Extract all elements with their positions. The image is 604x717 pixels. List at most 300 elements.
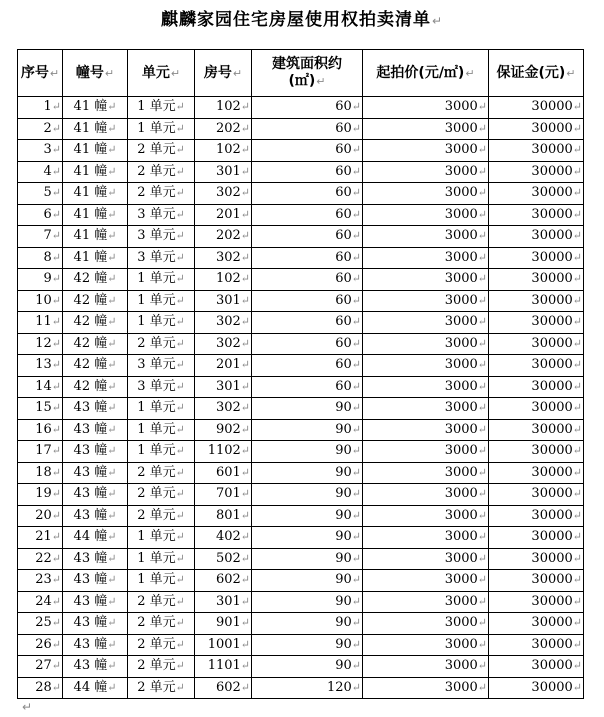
- paragraph-mark-icon: ↵: [240, 186, 250, 200]
- cell-index: 17↵: [18, 441, 63, 463]
- cell-price: 3000↵: [363, 204, 489, 226]
- cell-price: 3000↵: [363, 97, 489, 119]
- paragraph-mark-icon: ↵: [51, 358, 61, 372]
- paragraph-mark-icon: ↵: [351, 401, 361, 415]
- cell-deposit: 30000↵: [489, 398, 584, 420]
- cell-area: 90↵: [252, 398, 363, 420]
- table-row: [18, 398, 584, 420]
- paragraph-mark-icon: ↵: [351, 358, 361, 372]
- paragraph-mark-icon: ↵: [107, 422, 117, 436]
- header-cell-price: 起拍价(元/㎡)↵: [363, 50, 489, 97]
- paragraph-mark-icon: ↵: [351, 121, 361, 135]
- table-row: [18, 333, 584, 355]
- cell-room: 1102↵: [195, 441, 252, 463]
- table-row: [18, 161, 584, 183]
- paragraph-mark-icon: ↵: [572, 594, 582, 608]
- paragraph-mark-icon: ↵: [240, 250, 250, 264]
- paragraph-mark-icon: ↵: [107, 551, 117, 565]
- header-cell-unit: 单元↵: [128, 50, 195, 97]
- cell-area: 60↵: [252, 333, 363, 355]
- paragraph-mark-icon: ↵: [477, 551, 487, 565]
- paragraph-mark-icon: ↵: [107, 100, 117, 114]
- header-cell-area: 建筑面积约(㎡)↵: [252, 50, 363, 97]
- cell-index: 20↵: [18, 505, 63, 527]
- cell-area: 60↵: [252, 183, 363, 205]
- cell-building: 41 幢↵: [63, 204, 128, 226]
- cell-building: 43 幢↵: [63, 505, 128, 527]
- paragraph-mark-icon: ↵: [351, 616, 361, 630]
- cell-building: 41 幢↵: [63, 161, 128, 183]
- cell-room: 102↵: [195, 97, 252, 119]
- cell-index: 6↵: [18, 204, 63, 226]
- paragraph-mark-icon: ↵: [175, 229, 185, 243]
- paragraph-mark-icon: ↵: [572, 659, 582, 673]
- paragraph-mark-icon: ↵: [107, 207, 117, 221]
- paragraph-mark-icon: ↵: [107, 272, 117, 286]
- cell-index: 28↵: [18, 677, 63, 699]
- cell-area: 90↵: [252, 484, 363, 506]
- cell-unit: 2 单元↵: [128, 462, 195, 484]
- paragraph-mark-icon: ↵: [175, 358, 185, 372]
- paragraph-mark-icon: ↵: [572, 164, 582, 178]
- cell-unit: 2 单元↵: [128, 677, 195, 699]
- paragraph-mark-icon: ↵: [351, 487, 361, 501]
- paragraph-mark-icon: ↵: [51, 229, 61, 243]
- paragraph-mark-icon: ↵: [351, 530, 361, 544]
- paragraph-mark-icon: ↵: [51, 121, 61, 135]
- paragraph-mark-icon: ↵: [107, 250, 117, 264]
- paragraph-mark-icon: ↵: [51, 465, 61, 479]
- cell-deposit: 30000↵: [489, 527, 584, 549]
- cell-unit: 1 单元↵: [128, 527, 195, 549]
- table-row: [18, 97, 584, 119]
- cell-deposit: 30000↵: [489, 591, 584, 613]
- cell-unit: 2 单元↵: [128, 505, 195, 527]
- cell-building: 41 幢↵: [63, 226, 128, 248]
- paragraph-mark-icon: ↵: [572, 143, 582, 157]
- paragraph-mark-icon: ↵: [107, 186, 117, 200]
- paragraph-mark-icon: ↵: [240, 659, 250, 673]
- paragraph-mark-icon: ↵: [351, 637, 361, 651]
- cell-deposit: 30000↵: [489, 570, 584, 592]
- paragraph-mark-icon: ↵: [477, 143, 487, 157]
- paragraph-mark-icon: ↵: [240, 272, 250, 286]
- paragraph-mark-icon: ↵: [51, 401, 61, 415]
- cell-index: 27↵: [18, 656, 63, 678]
- paragraph-mark-icon: ↵: [107, 229, 117, 243]
- paragraph-mark-icon: ↵: [175, 444, 185, 458]
- paragraph-mark-icon: ↵: [51, 573, 61, 587]
- cell-room: 301↵: [195, 290, 252, 312]
- paragraph-mark-icon: ↵: [240, 465, 250, 479]
- paragraph-mark-icon: ↵: [51, 422, 61, 436]
- cell-room: 302↵: [195, 312, 252, 334]
- paragraph-mark-icon: ↵: [107, 121, 117, 135]
- paragraph-mark-icon: ↵: [572, 358, 582, 372]
- cell-area: 60↵: [252, 247, 363, 269]
- paragraph-mark-icon: ↵: [351, 143, 361, 157]
- paragraph-mark-icon: ↵: [175, 401, 185, 415]
- cell-index: 14↵: [18, 376, 63, 398]
- paragraph-mark-icon: ↵: [175, 594, 185, 608]
- header-cell-building: 幢号↵: [63, 50, 128, 97]
- paragraph-mark-icon: ↵: [240, 121, 250, 135]
- paragraph-mark-icon: ↵: [175, 680, 185, 694]
- table-row: [18, 570, 584, 592]
- title-text: 麒麟家园住宅房屋使用权拍卖清单: [160, 10, 431, 30]
- cell-room: 202↵: [195, 226, 252, 248]
- paragraph-mark-icon: ↵: [175, 315, 185, 329]
- cell-building: 42 幢↵: [63, 269, 128, 291]
- cell-index: 21↵: [18, 527, 63, 549]
- paragraph-mark-icon: ↵: [477, 164, 487, 178]
- table-row: [18, 118, 584, 140]
- cell-area: 60↵: [252, 161, 363, 183]
- paragraph-mark-icon: ↵: [51, 659, 61, 673]
- auction-list-table: [17, 49, 584, 699]
- table-row: [18, 677, 584, 699]
- paragraph-mark-icon: ↵: [107, 573, 117, 587]
- paragraph-mark-icon: ↵: [572, 100, 582, 114]
- cell-deposit: 30000↵: [489, 118, 584, 140]
- paragraph-mark-icon: ↵: [477, 487, 487, 501]
- paragraph-mark-icon: ↵: [572, 444, 582, 458]
- cell-price: 3000↵: [363, 613, 489, 635]
- paragraph-mark-icon: ↵: [51, 207, 61, 221]
- cell-price: 3000↵: [363, 484, 489, 506]
- paragraph-mark-icon: ↵: [572, 680, 582, 694]
- paragraph-mark-icon: ↵: [240, 207, 250, 221]
- table-row: [18, 591, 584, 613]
- paragraph-mark-icon: ↵: [477, 422, 487, 436]
- paragraph-mark-icon: ↵: [240, 616, 250, 630]
- cell-unit: 3 单元↵: [128, 376, 195, 398]
- cell-unit: 2 单元↵: [128, 634, 195, 656]
- paragraph-mark-icon: ↵: [51, 637, 61, 651]
- paragraph-mark-icon: ↵: [477, 336, 487, 350]
- cell-area: 60↵: [252, 204, 363, 226]
- paragraph-mark-icon: ↵: [572, 272, 582, 286]
- cell-deposit: 30000↵: [489, 269, 584, 291]
- cell-building: 43 幢↵: [63, 591, 128, 613]
- table-row: [18, 484, 584, 506]
- cell-index: 1↵: [18, 97, 63, 119]
- cell-building: 43 幢↵: [63, 419, 128, 441]
- paragraph-mark-icon: ↵: [51, 272, 61, 286]
- paragraph-mark-icon: ↵: [240, 336, 250, 350]
- paragraph-mark-icon: ↵: [477, 100, 487, 114]
- paragraph-mark-icon: ↵: [477, 573, 487, 587]
- paragraph-mark-icon: ↵: [477, 358, 487, 372]
- cell-area: 90↵: [252, 527, 363, 549]
- cell-deposit: 30000↵: [489, 656, 584, 678]
- paragraph-mark-icon: ↵: [351, 551, 361, 565]
- cell-price: 3000↵: [363, 419, 489, 441]
- paragraph-mark-icon: ↵: [107, 680, 117, 694]
- paragraph-mark-icon: ↵: [51, 444, 61, 458]
- paragraph-mark-icon: ↵: [572, 616, 582, 630]
- cell-price: 3000↵: [363, 355, 489, 377]
- cell-price: 3000↵: [363, 312, 489, 334]
- table-row: [18, 290, 584, 312]
- paragraph-mark-icon: ↵: [477, 272, 487, 286]
- paragraph-mark-icon: ↵: [107, 465, 117, 479]
- cell-deposit: 30000↵: [489, 462, 584, 484]
- cell-building: 43 幢↵: [63, 634, 128, 656]
- cell-deposit: 30000↵: [489, 97, 584, 119]
- cell-area: 60↵: [252, 355, 363, 377]
- paragraph-mark-icon: ↵: [51, 551, 61, 565]
- table-row: [18, 419, 584, 441]
- paragraph-mark-icon: ↵: [477, 444, 487, 458]
- cell-deposit: 30000↵: [489, 355, 584, 377]
- cell-room: 301↵: [195, 591, 252, 613]
- paragraph-mark-icon: ↵: [175, 293, 185, 307]
- paragraph-mark-icon: ↵: [175, 250, 185, 264]
- cell-price: 3000↵: [363, 505, 489, 527]
- cell-deposit: 30000↵: [489, 333, 584, 355]
- cell-index: 24↵: [18, 591, 63, 613]
- paragraph-mark-icon: ↵: [175, 573, 185, 587]
- cell-deposit: 30000↵: [489, 312, 584, 334]
- cell-unit: 1 单元↵: [128, 118, 195, 140]
- paragraph-mark-icon: ↵: [351, 444, 361, 458]
- paragraph-mark-icon: ↵: [351, 100, 361, 114]
- paragraph-mark-icon: ↵: [477, 293, 487, 307]
- paragraph-mark-icon: ↵: [477, 530, 487, 544]
- paragraph-mark-icon: ↵: [175, 616, 185, 630]
- cell-unit: 2 单元↵: [128, 613, 195, 635]
- paragraph-mark-icon: ↵: [107, 358, 117, 372]
- cell-index: 18↵: [18, 462, 63, 484]
- table-body: [18, 97, 584, 699]
- paragraph-mark-icon: ↵: [240, 401, 250, 415]
- cell-unit: 2 单元↵: [128, 333, 195, 355]
- paragraph-mark-icon: ↵: [51, 293, 61, 307]
- cell-price: 3000↵: [363, 441, 489, 463]
- cell-building: 43 幢↵: [63, 441, 128, 463]
- cell-area: 90↵: [252, 548, 363, 570]
- cell-index: 8↵: [18, 247, 63, 269]
- table-row: [18, 505, 584, 527]
- cell-price: 3000↵: [363, 247, 489, 269]
- cell-price: 3000↵: [363, 226, 489, 248]
- cell-unit: 1 单元↵: [128, 570, 195, 592]
- cell-building: 42 幢↵: [63, 312, 128, 334]
- cell-room: 301↵: [195, 161, 252, 183]
- cell-index: 25↵: [18, 613, 63, 635]
- paragraph-mark-icon: ↵: [107, 637, 117, 651]
- cell-unit: 3 单元↵: [128, 247, 195, 269]
- paragraph-mark-icon: ↵: [51, 379, 61, 393]
- paragraph-mark-icon: ↵: [51, 100, 61, 114]
- paragraph-mark-icon: ↵: [51, 616, 61, 630]
- paragraph-mark-icon: ↵: [572, 293, 582, 307]
- paragraph-mark-icon: ↵: [51, 508, 61, 522]
- paragraph-mark-icon: ↵: [175, 422, 185, 436]
- cell-building: 42 幢↵: [63, 355, 128, 377]
- paragraph-mark-icon: ↵: [175, 207, 185, 221]
- paragraph-mark-icon: ↵: [477, 637, 487, 651]
- paragraph-mark-icon: ↵: [51, 530, 61, 544]
- cell-building: 41 幢↵: [63, 247, 128, 269]
- cell-price: 3000↵: [363, 527, 489, 549]
- document-title: [0, 9, 604, 32]
- paragraph-mark-icon: ↵: [51, 594, 61, 608]
- paragraph-mark-icon: ↵: [175, 272, 185, 286]
- paragraph-mark-icon: ↵: [351, 293, 361, 307]
- header-cell-index: 序号↵: [18, 50, 63, 97]
- cell-area: 90↵: [252, 613, 363, 635]
- paragraph-mark-icon: ↵: [51, 487, 61, 501]
- paragraph-mark-icon: ↵: [175, 465, 185, 479]
- paragraph-mark-icon: ↵: [240, 229, 250, 243]
- cell-building: 43 幢↵: [63, 548, 128, 570]
- paragraph-mark-icon: ↵: [572, 422, 582, 436]
- cell-deposit: 30000↵: [489, 376, 584, 398]
- cell-unit: 2 单元↵: [128, 161, 195, 183]
- cell-price: 3000↵: [363, 591, 489, 613]
- paragraph-mark-icon: ↵: [477, 207, 487, 221]
- cell-unit: 2 单元↵: [128, 484, 195, 506]
- cell-price: 3000↵: [363, 140, 489, 162]
- paragraph-mark-icon: ↵: [175, 164, 185, 178]
- paragraph-mark-icon: ↵: [175, 551, 185, 565]
- cell-building: 41 幢↵: [63, 140, 128, 162]
- paragraph-mark-icon: ↵: [572, 250, 582, 264]
- cell-building: 43 幢↵: [63, 613, 128, 635]
- paragraph-mark-icon: ↵: [107, 530, 117, 544]
- cell-deposit: 30000↵: [489, 161, 584, 183]
- cell-price: 3000↵: [363, 677, 489, 699]
- paragraph-mark-icon: ↵: [572, 336, 582, 350]
- paragraph-mark-icon: ↵: [175, 143, 185, 157]
- cell-index: 12↵: [18, 333, 63, 355]
- cell-index: 26↵: [18, 634, 63, 656]
- cell-area: 90↵: [252, 634, 363, 656]
- paragraph-mark-icon: ↵: [107, 336, 117, 350]
- paragraph-mark-icon: ↵: [477, 616, 487, 630]
- paragraph-mark-icon: ↵: [51, 143, 61, 157]
- table-row: [18, 226, 584, 248]
- paragraph-mark-icon: ↵: [107, 487, 117, 501]
- table-row: [18, 462, 584, 484]
- cell-unit: 1 单元↵: [128, 419, 195, 441]
- cell-price: 3000↵: [363, 462, 489, 484]
- cell-area: 90↵: [252, 505, 363, 527]
- paragraph-mark-icon: ↵: [175, 487, 185, 501]
- cell-index: 3↵: [18, 140, 63, 162]
- paragraph-mark-icon: ↵: [240, 293, 250, 307]
- cell-index: 9↵: [18, 269, 63, 291]
- paragraph-mark-icon: ↵: [107, 594, 117, 608]
- paragraph-mark-icon: ↵: [351, 465, 361, 479]
- cell-unit: 3 单元↵: [128, 226, 195, 248]
- table-row: [18, 527, 584, 549]
- paragraph-mark-icon: ↵: [477, 315, 487, 329]
- paragraph-mark-icon: ↵: [107, 143, 117, 157]
- cell-building: 43 幢↵: [63, 484, 128, 506]
- cell-price: 3000↵: [363, 634, 489, 656]
- paragraph-mark-icon: ↵: [572, 186, 582, 200]
- paragraph-mark-icon: ↵: [351, 573, 361, 587]
- paragraph-mark-icon: ↵: [240, 573, 250, 587]
- cell-area: 90↵: [252, 462, 363, 484]
- paragraph-mark-icon: ↵: [477, 594, 487, 608]
- paragraph-mark-icon: ↵: [351, 186, 361, 200]
- cell-index: 15↵: [18, 398, 63, 420]
- paragraph-mark-icon: ↵: [51, 250, 61, 264]
- header-cell-deposit: 保证金(元)↵: [489, 50, 584, 97]
- cell-building: 42 幢↵: [63, 376, 128, 398]
- cell-building: 43 幢↵: [63, 656, 128, 678]
- cell-deposit: 30000↵: [489, 505, 584, 527]
- paragraph-mark-icon: ↵: [351, 250, 361, 264]
- cell-room: 901↵: [195, 613, 252, 635]
- cell-deposit: 30000↵: [489, 484, 584, 506]
- paragraph-mark-icon: ↵: [240, 680, 250, 694]
- cell-room: 202↵: [195, 118, 252, 140]
- paragraph-mark-icon: ↵: [175, 530, 185, 544]
- paragraph-mark-icon: ↵: [240, 358, 250, 372]
- cell-area: 60↵: [252, 290, 363, 312]
- paragraph-mark-icon: ↵: [572, 573, 582, 587]
- cell-unit: 2 单元↵: [128, 656, 195, 678]
- paragraph-mark-icon: ↵: [351, 336, 361, 350]
- paragraph-mark-icon: ↵: [107, 444, 117, 458]
- cell-area: 60↵: [252, 312, 363, 334]
- paragraph-mark-icon: ↵: [107, 315, 117, 329]
- cell-index: 10↵: [18, 290, 63, 312]
- paragraph-mark-icon: ↵: [572, 508, 582, 522]
- paragraph-mark-icon: ↵: [107, 508, 117, 522]
- cell-unit: 1 单元↵: [128, 548, 195, 570]
- paragraph-mark-icon: ↵: [175, 336, 185, 350]
- cell-building: 44 幢↵: [63, 677, 128, 699]
- cell-room: 301↵: [195, 376, 252, 398]
- cell-area: 60↵: [252, 226, 363, 248]
- paragraph-mark-icon: ↵: [572, 530, 582, 544]
- cell-room: 102↵: [195, 140, 252, 162]
- paragraph-mark-icon: ↵: [240, 143, 250, 157]
- cell-deposit: 30000↵: [489, 419, 584, 441]
- table-row: [18, 269, 584, 291]
- paragraph-mark-icon: ↵: [351, 680, 361, 694]
- table-row: [18, 312, 584, 334]
- paragraph-mark-icon: ↵: [240, 444, 250, 458]
- table-row: [18, 376, 584, 398]
- cell-area: 60↵: [252, 118, 363, 140]
- cell-room: 601↵: [195, 462, 252, 484]
- paragraph-mark-icon: ↵: [572, 401, 582, 415]
- table-header-row: [18, 50, 584, 97]
- cell-deposit: 30000↵: [489, 140, 584, 162]
- cell-room: 602↵: [195, 570, 252, 592]
- cell-price: 3000↵: [363, 269, 489, 291]
- paragraph-mark-icon: ↵: [240, 164, 250, 178]
- paragraph-mark-icon: ↵: [572, 121, 582, 135]
- table-row: [18, 183, 584, 205]
- paragraph-mark-icon: ↵: [572, 315, 582, 329]
- cell-area: 120↵: [252, 677, 363, 699]
- paragraph-mark-icon: ↵: [22, 700, 33, 714]
- cell-area: 60↵: [252, 269, 363, 291]
- cell-room: 201↵: [195, 204, 252, 226]
- cell-area: 90↵: [252, 656, 363, 678]
- cell-building: 42 幢↵: [63, 290, 128, 312]
- cell-area: 60↵: [252, 140, 363, 162]
- paragraph-mark-icon: ↵: [477, 465, 487, 479]
